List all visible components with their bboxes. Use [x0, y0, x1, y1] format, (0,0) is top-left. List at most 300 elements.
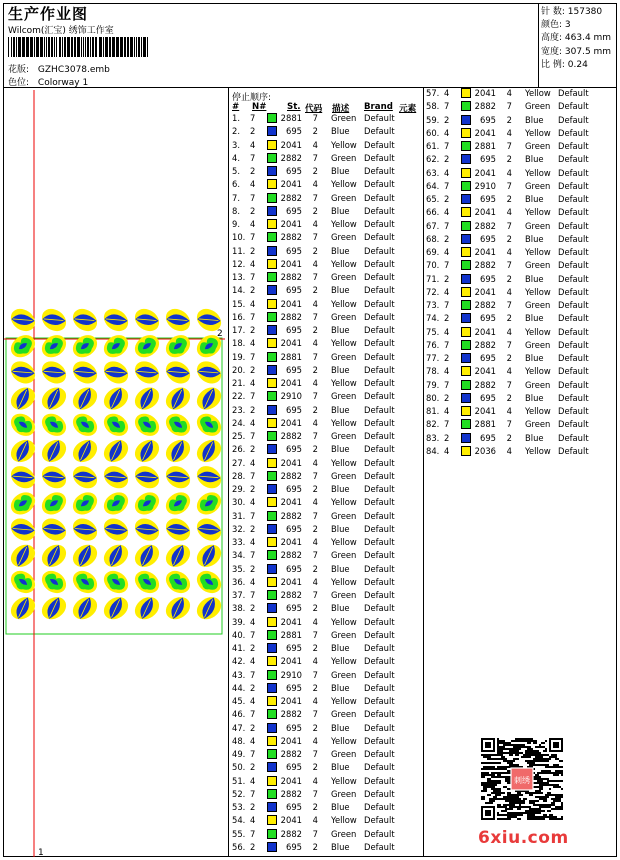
leaf-motif: [100, 540, 133, 571]
row-description: Yellow: [331, 179, 357, 190]
row-description: Yellow: [331, 656, 357, 667]
row-needle: 4: [250, 179, 256, 190]
row-stitches: 695: [286, 603, 302, 614]
color-swatch: [267, 603, 277, 613]
row-stitches: 695: [286, 523, 302, 534]
row-needle: 7: [250, 152, 256, 163]
row-needle: 2: [444, 392, 450, 403]
row-description: Green: [331, 152, 357, 163]
color-swatch: [461, 260, 471, 270]
row-brand: Default: [558, 220, 589, 231]
row-index: 23.: [232, 404, 246, 415]
row-index: 18.: [232, 338, 246, 349]
color-swatch: [267, 352, 277, 362]
row-brand: Default: [364, 404, 395, 415]
leaf-motif: [38, 488, 71, 519]
row-stitches: 2041: [280, 775, 302, 786]
row-brand: Default: [364, 550, 395, 561]
row-brand: Default: [364, 802, 395, 812]
row-index: 48.: [232, 735, 246, 746]
row-stitches: 2910: [280, 391, 302, 402]
row-needle: 2: [250, 484, 256, 494]
qr-code: [481, 738, 563, 820]
row-brand: Default: [364, 298, 395, 309]
color-swatch: [267, 617, 277, 627]
row-stitches: 2041: [474, 247, 496, 257]
row-needle: 2: [250, 722, 256, 733]
row-code: 2: [312, 523, 318, 534]
row-needle: 2: [444, 114, 450, 125]
row-index: 68.: [426, 233, 440, 244]
row-index: 37.: [232, 590, 246, 600]
row-code: 2: [506, 353, 512, 363]
row-code: 7: [506, 300, 512, 310]
row-description: Yellow: [525, 406, 551, 416]
row-index: 39.: [232, 616, 246, 627]
row-description: Yellow: [331, 378, 357, 388]
row-description: Blue: [525, 392, 544, 403]
row-code: 2: [506, 233, 512, 244]
row-brand: Default: [364, 709, 395, 720]
row-brand: Default: [364, 325, 395, 335]
row-code: 2: [312, 404, 318, 415]
row-code: 4: [506, 167, 512, 178]
row-code: 4: [506, 286, 512, 297]
row-code: 2: [312, 325, 318, 335]
row-needle: 2: [444, 273, 450, 284]
leaf-motif: [100, 357, 133, 388]
leaf-motif: [38, 383, 71, 414]
row-stitches: 695: [480, 353, 496, 363]
color-swatch: [461, 300, 471, 310]
leaf-motif: [100, 435, 133, 466]
row-stitches: 695: [286, 563, 302, 574]
row-brand: Default: [558, 366, 589, 377]
row-code: 7: [506, 141, 512, 151]
row-index: 82.: [426, 419, 440, 430]
row-index: 45.: [232, 696, 246, 706]
row-brand: Default: [364, 696, 395, 706]
color-swatch: [267, 166, 277, 176]
row-index: 78.: [426, 366, 440, 377]
row-index: 63.: [426, 167, 440, 178]
row-brand: Default: [364, 351, 395, 362]
row-stitches: 2041: [474, 366, 496, 377]
barcode: [8, 37, 150, 57]
row-stitches: 2041: [280, 457, 302, 468]
row-needle: 4: [444, 286, 450, 297]
row-code: 4: [312, 417, 318, 428]
color-swatch: [267, 829, 277, 839]
row-stitches: 2881: [280, 351, 302, 362]
row-index: 73.: [426, 300, 440, 310]
row-code: 2: [312, 205, 318, 216]
leaf-motif: [193, 357, 225, 388]
row-index: 34.: [232, 550, 246, 561]
leaf-motif: [162, 462, 195, 493]
pattern-label: 花版:: [8, 65, 30, 75]
color-swatch: [267, 113, 277, 123]
row-code: 7: [312, 669, 318, 680]
row-brand: Default: [364, 444, 395, 455]
pattern-value: GZHC3078.emb: [37, 65, 110, 75]
row-index: 76.: [426, 339, 440, 350]
row-needle: 7: [250, 749, 256, 759]
row-code: 7: [312, 510, 318, 521]
header-needle: N#: [252, 102, 267, 112]
row-needle: 2: [250, 325, 256, 335]
leaf-motif: [131, 357, 164, 388]
leaf-motif: [100, 488, 133, 519]
leaf-motif: [193, 593, 225, 624]
color-swatch: [267, 458, 277, 468]
row-needle: 4: [444, 366, 450, 377]
row-code: 4: [312, 656, 318, 667]
row-stitches: 695: [286, 126, 302, 137]
leaf-motif: [193, 566, 225, 597]
row-stitches: 2041: [280, 735, 302, 746]
leaf-motif: [38, 304, 71, 335]
colorway-value: Colorway 1: [37, 78, 89, 88]
color-swatch: [267, 232, 277, 242]
leaf-motif: [162, 357, 195, 388]
leaf-motif: [131, 383, 164, 414]
row-brand: Default: [558, 273, 589, 284]
row-needle: 7: [250, 272, 256, 282]
row-index: 79.: [426, 379, 440, 390]
row-brand: Default: [364, 576, 395, 587]
row-needle: 4: [250, 815, 256, 826]
row-needle: 4: [250, 338, 256, 349]
row-index: 43.: [232, 669, 246, 680]
row-code: 4: [312, 616, 318, 627]
row-stitches: 2041: [474, 406, 496, 416]
row-brand: Default: [558, 326, 589, 337]
row-stitches: 2041: [280, 417, 302, 428]
row-brand: Default: [558, 379, 589, 390]
row-brand: Default: [558, 194, 589, 204]
color-swatch: [267, 338, 277, 348]
row-description: Green: [525, 260, 551, 271]
row-code: 7: [312, 828, 318, 839]
row-stitches: 695: [480, 392, 496, 403]
row-needle: 2: [444, 313, 450, 324]
leaf-motif: [100, 462, 133, 493]
row-stitches: 695: [480, 194, 496, 204]
row-index: 19.: [232, 351, 246, 362]
row-index: 35.: [232, 563, 246, 574]
stat-value: 157380: [564, 7, 603, 17]
leaf-motif: [100, 409, 133, 440]
row-description: Green: [331, 192, 357, 203]
row-needle: 7: [250, 232, 256, 243]
row-description: Blue: [331, 404, 350, 415]
color-swatch: [461, 446, 471, 456]
row-description: Blue: [331, 325, 350, 335]
row-brand: Default: [364, 722, 395, 733]
row-code: 4: [506, 366, 512, 377]
row-index: 65.: [426, 194, 440, 204]
row-description: Green: [331, 470, 357, 481]
row-needle: 4: [250, 735, 256, 746]
row-index: 11.: [232, 245, 246, 256]
row-stitches: 2041: [280, 378, 302, 388]
stat-value: 0.24: [564, 59, 588, 70]
color-swatch: [267, 656, 277, 666]
pattern-line: [8, 62, 110, 75]
row-index: 36.: [232, 576, 246, 587]
row-brand: Default: [364, 656, 395, 667]
row-needle: 7: [250, 788, 256, 799]
color-swatch: [461, 128, 471, 138]
row-index: 70.: [426, 260, 440, 271]
row-stitches: 695: [286, 643, 302, 653]
row-index: 38.: [232, 603, 246, 614]
row-brand: Default: [558, 432, 589, 443]
row-brand: Default: [364, 431, 395, 441]
leaf-motif: [131, 409, 164, 440]
row-needle: 4: [250, 616, 256, 627]
row-stitches: 695: [286, 245, 302, 256]
row-brand: Default: [364, 841, 395, 852]
row-needle: 7: [444, 339, 450, 350]
stat-label: 高度:: [541, 33, 563, 44]
row-index: 30.: [232, 497, 246, 508]
row-index: 77.: [426, 353, 440, 363]
color-swatch: [461, 366, 471, 376]
row-description: Green: [525, 180, 551, 191]
row-needle: 2: [250, 802, 256, 812]
row-stitches: 2882: [280, 192, 302, 203]
color-swatch: [267, 736, 277, 746]
row-brand: Default: [364, 484, 395, 494]
row-code: 4: [506, 127, 512, 138]
row-code: 4: [312, 378, 318, 388]
row-index: 80.: [426, 392, 440, 403]
color-swatch: [267, 683, 277, 693]
row-code: 7: [506, 220, 512, 231]
row-description: Yellow: [331, 497, 357, 508]
row-code: 2: [312, 285, 318, 296]
color-swatch: [461, 141, 471, 151]
header-index: #: [232, 102, 240, 112]
row-stitches: 695: [480, 233, 496, 244]
row-index: 54.: [232, 815, 246, 826]
row-stitches: 2041: [474, 127, 496, 138]
row-description: Yellow: [331, 576, 357, 587]
color-swatch: [461, 101, 471, 111]
leaf-motif: [131, 566, 164, 597]
color-swatch: [267, 219, 277, 229]
row-needle: 2: [250, 563, 256, 574]
row-description: Blue: [525, 313, 544, 324]
row-description: Blue: [331, 364, 350, 375]
leaf-motif: [162, 593, 195, 624]
row-needle: 4: [250, 576, 256, 587]
row-description: Green: [525, 101, 551, 112]
row-description: Yellow: [525, 366, 551, 377]
row-description: Blue: [525, 432, 544, 443]
color-swatch: [267, 749, 277, 759]
row-brand: Default: [364, 245, 395, 256]
qr-seal: 刺绣: [514, 776, 530, 785]
row-code: 4: [312, 537, 318, 547]
row-brand: Default: [364, 391, 395, 402]
leaf-motif: [131, 435, 164, 466]
row-index: 84.: [426, 445, 440, 456]
row-needle: 7: [444, 300, 450, 310]
row-brand: Default: [558, 141, 589, 151]
color-swatch: [461, 340, 471, 350]
row-description: Blue: [331, 444, 350, 455]
row-description: Green: [331, 431, 357, 441]
row-description: Yellow: [331, 139, 357, 150]
row-description: Green: [331, 590, 357, 600]
row-needle: 4: [250, 378, 256, 388]
row-needle: 7: [444, 220, 450, 231]
row-index: 5.: [232, 166, 240, 176]
row-needle: 4: [250, 139, 256, 150]
leaf-motif: [131, 514, 164, 545]
row-stitches: 2041: [280, 576, 302, 587]
row-code: 4: [506, 445, 512, 456]
row-description: Green: [331, 351, 357, 362]
row-description: Yellow: [525, 445, 551, 456]
row-index: 31.: [232, 510, 246, 521]
row-code: 7: [312, 192, 318, 203]
row-index: 4.: [232, 152, 240, 163]
row-index: 25.: [232, 431, 246, 441]
row-code: 4: [312, 338, 318, 349]
row-description: Blue: [331, 603, 350, 614]
leaf-motif: [100, 304, 133, 335]
row-stitches: 695: [286, 682, 302, 693]
row-needle: 7: [250, 629, 256, 640]
row-brand: Default: [364, 523, 395, 534]
color-swatch: [267, 365, 277, 375]
row-code: 7: [312, 550, 318, 561]
row-code: 4: [506, 406, 512, 416]
row-description: Green: [331, 113, 357, 123]
row-needle: 4: [444, 127, 450, 138]
row-description: Blue: [331, 802, 350, 812]
row-code: 2: [312, 484, 318, 494]
row-brand: Default: [364, 258, 395, 269]
row-brand: Default: [558, 154, 589, 165]
row-stitches: 2882: [280, 470, 302, 481]
row-index: 47.: [232, 722, 246, 733]
row-code: 2: [312, 166, 318, 176]
leaf-motif: [131, 488, 164, 519]
leaf-motif: [69, 409, 102, 440]
color-swatch: [267, 246, 277, 256]
row-code: 7: [506, 101, 512, 112]
leaf-motif: [193, 514, 225, 545]
color-swatch: [267, 285, 277, 295]
row-code: 7: [312, 709, 318, 720]
color-swatch: [461, 393, 471, 403]
row-index: 32.: [232, 523, 246, 534]
row-needle: 4: [250, 537, 256, 547]
row-needle: 2: [444, 194, 450, 204]
color-swatch: [267, 815, 277, 825]
row-stitches: 2041: [280, 179, 302, 190]
color-swatch: [267, 802, 277, 812]
row-needle: 7: [250, 192, 256, 203]
row-description: Blue: [525, 114, 544, 125]
row-brand: Default: [558, 127, 589, 138]
row-code: 4: [312, 775, 318, 786]
page-title: 生产作业图: [8, 5, 89, 23]
row-index: 46.: [232, 709, 246, 720]
row-code: 4: [312, 258, 318, 269]
leaf-motif: [162, 435, 195, 466]
color-swatch: [461, 419, 471, 429]
row-stitches: 2882: [474, 220, 496, 231]
color-swatch: [267, 431, 277, 441]
row-description: Green: [331, 510, 357, 521]
color-swatch: [461, 406, 471, 416]
row-stitches: 2882: [474, 379, 496, 390]
row-brand: Default: [364, 285, 395, 296]
row-code: 2: [506, 114, 512, 125]
color-swatch: [267, 537, 277, 547]
row-brand: Default: [558, 233, 589, 244]
color-swatch: [267, 497, 277, 507]
row-needle: 2: [250, 762, 256, 773]
color-swatch: [267, 193, 277, 203]
row-index: 72.: [426, 286, 440, 297]
row-needle: 4: [250, 497, 256, 508]
row-description: Blue: [331, 563, 350, 574]
row-stitches: 695: [286, 404, 302, 415]
row-index: 8.: [232, 205, 240, 216]
row-index: 17.: [232, 325, 246, 335]
row-stitches: 2041: [280, 616, 302, 627]
row-code: 7: [312, 311, 318, 322]
row-needle: 2: [250, 841, 256, 852]
stat-label: 宽度:: [541, 46, 563, 57]
row-needle: 4: [444, 167, 450, 178]
row-stitches: 2882: [280, 828, 302, 839]
row-description: Green: [525, 339, 551, 350]
row-code: 2: [312, 682, 318, 693]
leaf-motif: [69, 462, 102, 493]
design-preview: [4, 90, 225, 857]
row-index: 53.: [232, 802, 246, 812]
row-stitches: 2041: [474, 326, 496, 337]
row-brand: Default: [364, 669, 395, 680]
row-stitches: 695: [286, 484, 302, 494]
row-stitches: 2041: [280, 219, 302, 229]
leaf-motif: [131, 331, 164, 362]
row-description: Blue: [331, 205, 350, 216]
stat-label: 针 数:: [541, 7, 565, 17]
row-brand: Default: [364, 735, 395, 746]
row-description: Green: [525, 220, 551, 231]
color-swatch: [267, 444, 277, 454]
leaf-motif: [69, 566, 102, 597]
stat-label: 颜色:: [541, 20, 563, 31]
color-swatch: [267, 153, 277, 163]
row-stitches: 695: [286, 285, 302, 296]
color-swatch: [461, 274, 471, 284]
row-needle: 7: [250, 351, 256, 362]
row-code: 2: [312, 364, 318, 375]
color-swatch: [461, 168, 471, 178]
row-brand: Default: [558, 313, 589, 324]
row-stitches: 695: [286, 364, 302, 375]
